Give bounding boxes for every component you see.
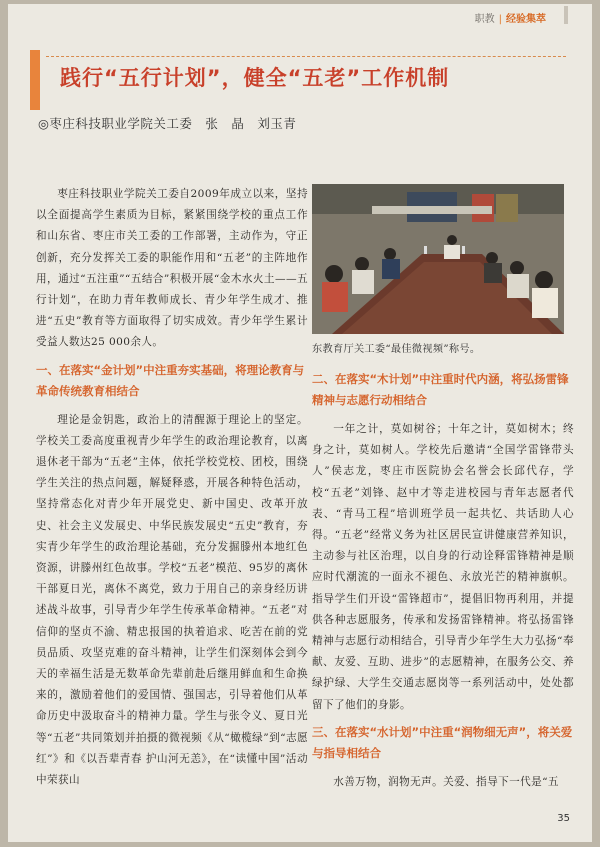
page-number: 35 xyxy=(557,813,570,824)
section1-heading: 一、在落实“金计划”中注重夯实基础，将理论教育与革命传统教育相结合 xyxy=(36,362,305,398)
accent-stripe xyxy=(30,50,40,110)
header-separator: | xyxy=(498,14,502,25)
header-label xyxy=(475,10,546,25)
photo-caption: 东教育厅关工委“最佳微视频”称号。 xyxy=(312,344,481,355)
dashed-rule xyxy=(46,56,566,57)
header-section: 职教 xyxy=(474,14,495,25)
left-column xyxy=(36,184,308,791)
right-column xyxy=(312,184,574,793)
article-byline: ◎枣庄科技职业学院关工委 张 晶 刘玉青 xyxy=(38,116,297,131)
article-title: 践行“五行计划”，健全“五老”工作机制 xyxy=(60,66,450,90)
section3-heading: 三、在落实“水计划”中注重“润物细无声”，将关爱与指导相结合 xyxy=(312,724,573,760)
meeting-photo-illustration xyxy=(312,184,564,334)
meeting-photo xyxy=(312,184,564,334)
section2-body: 一年之计，莫如树谷；十年之计，莫如树木；终身之计，莫如树人。学校先后邀请“全国学雷锋带头人”侯志龙，枣庄市医院协会名誉会长邱代存，学校“五老”刘锋、赵中才等走进校园与青年志愿者代表、“青马工程”培训班学员一起共忆、共话助人心得。“五老”经常义务为社区居民宣讲健康营养知识，主动参与社区治理，以自身的行动诠释雷锋精神是顺应时代潮流的一面永不褪色、永放光芒的精神旗帜。指导学生们开设“雷锋超市”，提倡旧物再利用，并提供各种志愿服务，传承和发扬雷锋精神。将弘扬雷锋精神与志愿行动相结合，引导青少年学生大力弘扬“奉献、友爱、互助、进步”的志愿精神，在服务公交、养绿护绿、大学生交通志愿岗等一系列活动中，处处都留下了他们的身影。 xyxy=(312,423,574,711)
section2-heading: 二、在落实“木计划”中注重时代内涵，将弘扬雷锋精神与志愿行动相结合 xyxy=(312,372,569,407)
intro-paragraph: 枣庄科技职业学院关工委自2009年成立以来，坚持以全面提高学生素质为目标，紧紧围绕学校的重点工作和山东省、枣庄市关工委的工作部署，主动作为，守正创新，充分发挥关工委的职能作用和“五老”的主阵地作用，通过“五注重”“五结合”积极开展“金木水火土——五行计划”，在助力青年教师成长、青少年学生成才、推进“五史”教育等方面取得了切实成效。青少年学生累计受益人数达25 000余人。 xyxy=(36,188,308,349)
running-header xyxy=(8,4,592,32)
section1-body: 理论是金钥匙，政治上的清醒源于理论上的坚定。学校关工委高度重视青少年学生的政治理论教育，以离退休老干部为“五老”主体，依托学校党校、团校，围绕学生关注的热点问题，解疑释惑，开展各种特色活动，坚持常态化对青少年开展党史、新中国史、改革开放史、社会主义发展史、中华民族发展史“五史”教育，夯实青少年学生的政治理论基础，充分发掘滕州本地红色资源，讲滕州红色故事。学校“五老”模范、95岁的离休干部夏日光，离休不离党，致力于用自己的亲身经历讲述战斗故事，引导青少年学生传承革命精神。“五老”对信仰的坚贞不渝、精忠报国的执着追求、吃苦在前的党员品质、攻坚克难的奋斗精神，让学生们深刻体会到今天的幸福生活是无数革命先辈前赴后继用鲜血和生命换来的，激励着他们的爱国情、强国志，引导着他们从革命历史中汲取奋斗的精神力量。学生与张令义、夏日光等“五老”共同策划并拍摄的微视频《从“橄榄绿”到“志愿红”》和《以吾辈青春 护山河无恙》，在“读懂中国”活动中荣获山 xyxy=(36,413,308,787)
magazine-page xyxy=(8,4,592,842)
section3-body: 水善万物，润物无声。关爱、指导下一代是“五 xyxy=(333,775,559,788)
header-column: 经验集萃 xyxy=(506,14,546,25)
title-band xyxy=(30,50,568,110)
header-divider xyxy=(564,6,568,24)
